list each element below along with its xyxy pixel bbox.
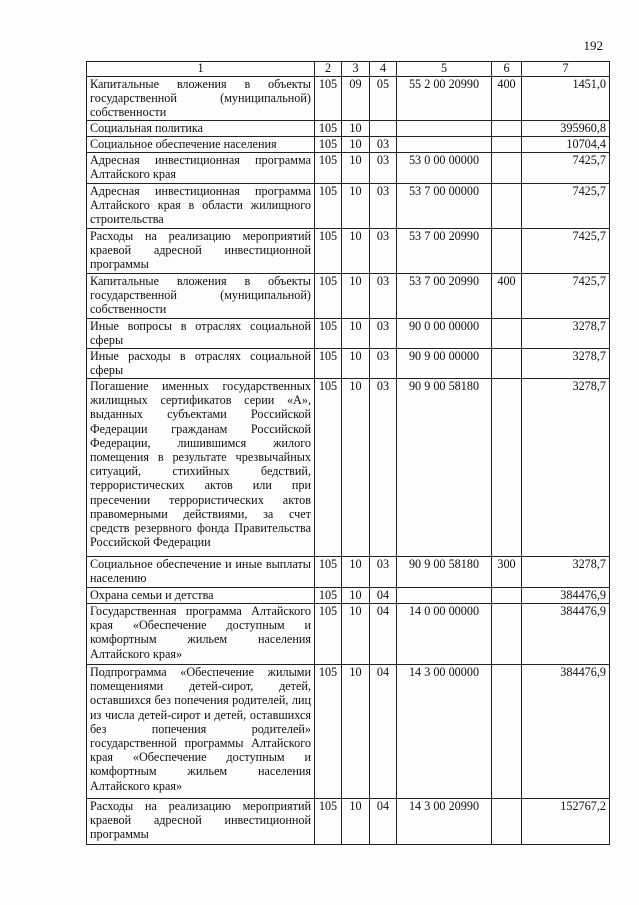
row-name-cell: Охрана семьи и детства <box>87 588 315 604</box>
row-code-cell: 105 <box>315 229 342 274</box>
row-section-cell: 10 <box>342 349 370 379</box>
table-row <box>87 665 610 799</box>
row-code-cell: 105 <box>315 153 342 184</box>
row-code-cell: 105 <box>315 77 342 121</box>
row-subsection-cell: 03 <box>370 349 397 379</box>
row-expense-type-cell <box>492 153 522 184</box>
row-target-article-cell <box>397 121 492 137</box>
row-expense-type-cell <box>492 229 522 274</box>
row-subsection-cell <box>370 121 397 137</box>
row-amount-cell: 1451,0 <box>522 77 610 121</box>
row-code-cell: 105 <box>315 604 342 665</box>
column-header-5: 5 <box>397 62 492 77</box>
row-target-article-cell: 53 0 00 00000 <box>397 153 492 184</box>
row-target-article-cell: 53 7 00 20990 <box>397 229 492 274</box>
row-code-cell: 105 <box>315 184 342 229</box>
row-section-cell: 10 <box>342 557 370 588</box>
row-name-cell: Социальное обеспечение населения <box>87 137 315 153</box>
row-name-cell: Расходы на реализацию мероприятий краевой адресной инвестиционной программы <box>87 799 315 845</box>
table-row <box>87 137 610 153</box>
row-code-cell: 105 <box>315 319 342 349</box>
row-section-cell: 10 <box>342 229 370 274</box>
table-row <box>87 274 610 319</box>
table-row <box>87 604 610 665</box>
row-amount-cell: 384476,9 <box>522 604 610 665</box>
row-target-article-cell <box>397 588 492 604</box>
column-header-2: 2 <box>315 62 342 77</box>
row-expense-type-cell <box>492 799 522 845</box>
table-row <box>87 379 610 557</box>
row-name-cell: Иные вопросы в отраслях социальной сферы <box>87 319 315 349</box>
row-subsection-cell: 03 <box>370 229 397 274</box>
table-row <box>87 349 610 379</box>
row-expense-type-cell <box>492 379 522 557</box>
table-row <box>87 588 610 604</box>
row-code-cell: 105 <box>315 274 342 319</box>
row-section-cell: 10 <box>342 379 370 557</box>
table-row <box>87 121 610 137</box>
row-code-cell: 105 <box>315 799 342 845</box>
column-header-7: 7 <box>522 62 610 77</box>
row-name-cell: Расходы на реализацию мероприятий краевой адресной инвестиционной программы <box>87 229 315 274</box>
row-amount-cell: 7425,7 <box>522 184 610 229</box>
row-amount-cell: 395960,8 <box>522 121 610 137</box>
row-amount-cell: 384476,9 <box>522 588 610 604</box>
column-header-6: 6 <box>492 62 522 77</box>
row-target-article-cell: 90 9 00 00000 <box>397 349 492 379</box>
table-row <box>87 184 610 229</box>
row-code-cell: 105 <box>315 557 342 588</box>
row-subsection-cell: 04 <box>370 799 397 845</box>
header-row <box>87 62 610 77</box>
row-section-cell: 10 <box>342 184 370 229</box>
row-section-cell: 10 <box>342 319 370 349</box>
row-target-article-cell: 53 7 00 20990 <box>397 274 492 319</box>
row-code-cell: 105 <box>315 379 342 557</box>
row-target-article-cell: 90 9 00 58180 <box>397 557 492 588</box>
row-subsection-cell: 03 <box>370 274 397 319</box>
row-section-cell: 10 <box>342 121 370 137</box>
row-subsection-cell: 03 <box>370 319 397 349</box>
row-subsection-cell: 04 <box>370 604 397 665</box>
table-row <box>87 557 610 588</box>
row-section-cell: 10 <box>342 604 370 665</box>
row-amount-cell: 3278,7 <box>522 319 610 349</box>
table-row <box>87 153 610 184</box>
row-target-article-cell: 14 0 00 00000 <box>397 604 492 665</box>
row-section-cell: 10 <box>342 665 370 799</box>
row-name-cell: Погашение именных государственных жилищных сертификатов серии «А», выданных субъектами Российской Федерации гражданам Российской Федерации, лишившимся жилого помещения в результате чрезвычайных ситуаций, стихийных бедствий, террористических актов или при пресечении террористических актов правомерными действиями, за счет средств резервного фонда Правительства Российской Федерации <box>87 379 315 557</box>
table-row <box>87 77 610 121</box>
table-row <box>87 799 610 845</box>
row-code-cell: 105 <box>315 121 342 137</box>
row-section-cell: 09 <box>342 77 370 121</box>
row-section-cell: 10 <box>342 588 370 604</box>
row-name-cell: Государственная программа Алтайского края «Обеспечение доступным и комфортным жильем населения Алтайского края» <box>87 604 315 665</box>
row-expense-type-cell: 400 <box>492 274 522 319</box>
page-number: 192 <box>583 38 603 53</box>
row-subsection-cell: 05 <box>370 77 397 121</box>
row-amount-cell: 7425,7 <box>522 153 610 184</box>
row-code-cell: 105 <box>315 665 342 799</box>
column-header-1: 1 <box>87 62 315 77</box>
budget-table <box>86 61 610 845</box>
row-section-cell: 10 <box>342 153 370 184</box>
column-header-4: 4 <box>370 62 397 77</box>
row-subsection-cell: 03 <box>370 557 397 588</box>
row-amount-cell: 152767,2 <box>522 799 610 845</box>
row-expense-type-cell <box>492 137 522 153</box>
table-body <box>87 77 610 845</box>
row-expense-type-cell <box>492 349 522 379</box>
column-header-3: 3 <box>342 62 370 77</box>
row-section-cell: 10 <box>342 799 370 845</box>
row-name-cell: Иные расходы в отраслях социальной сферы <box>87 349 315 379</box>
row-target-article-cell: 53 7 00 00000 <box>397 184 492 229</box>
row-amount-cell: 3278,7 <box>522 557 610 588</box>
row-expense-type-cell: 300 <box>492 557 522 588</box>
row-name-cell: Социальная политика <box>87 121 315 137</box>
row-name-cell: Подпрограмма «Обеспечение жилыми помещениями детей-сирот, детей, оставшихся без попечения родителей, лиц из числа детей-сирот и детей, оставшихся без попечения родителей» государственной программы Алтайского края «Обеспечение доступным и комфортным жильем населения Алтайского края» <box>87 665 315 799</box>
row-amount-cell: 3278,7 <box>522 349 610 379</box>
row-expense-type-cell: 400 <box>492 77 522 121</box>
row-amount-cell: 7425,7 <box>522 229 610 274</box>
row-expense-type-cell <box>492 121 522 137</box>
row-name-cell: Социальное обеспечение и иные выплаты населению <box>87 557 315 588</box>
row-amount-cell: 3278,7 <box>522 379 610 557</box>
row-target-article-cell: 14 3 00 00000 <box>397 665 492 799</box>
row-subsection-cell: 04 <box>370 588 397 604</box>
row-subsection-cell: 03 <box>370 137 397 153</box>
row-target-article-cell: 55 2 00 20990 <box>397 77 492 121</box>
row-subsection-cell: 04 <box>370 665 397 799</box>
table-row <box>87 319 610 349</box>
row-expense-type-cell <box>492 665 522 799</box>
row-target-article-cell: 90 0 00 00000 <box>397 319 492 349</box>
row-code-cell: 105 <box>315 349 342 379</box>
row-amount-cell: 10704,4 <box>522 137 610 153</box>
row-target-article-cell: 14 3 00 20990 <box>397 799 492 845</box>
row-target-article-cell: 90 9 00 58180 <box>397 379 492 557</box>
row-section-cell: 10 <box>342 137 370 153</box>
row-amount-cell: 7425,7 <box>522 274 610 319</box>
row-expense-type-cell <box>492 184 522 229</box>
row-name-cell: Капитальные вложения в объекты государственной (муниципальной) собственности <box>87 77 315 121</box>
row-subsection-cell: 03 <box>370 184 397 229</box>
row-name-cell: Адресная инвестиционная программа Алтайского края в области жилищного строительства <box>87 184 315 229</box>
row-name-cell: Адресная инвестиционная программа Алтайского края <box>87 153 315 184</box>
row-target-article-cell <box>397 137 492 153</box>
row-name-cell: Капитальные вложения в объекты государственной (муниципальной) собственности <box>87 274 315 319</box>
row-section-cell: 10 <box>342 274 370 319</box>
row-subsection-cell: 03 <box>370 153 397 184</box>
row-code-cell: 105 <box>315 588 342 604</box>
row-expense-type-cell <box>492 319 522 349</box>
row-subsection-cell: 03 <box>370 379 397 557</box>
row-code-cell: 105 <box>315 137 342 153</box>
row-expense-type-cell <box>492 604 522 665</box>
row-amount-cell: 384476,9 <box>522 665 610 799</box>
row-expense-type-cell <box>492 588 522 604</box>
table-row <box>87 229 610 274</box>
